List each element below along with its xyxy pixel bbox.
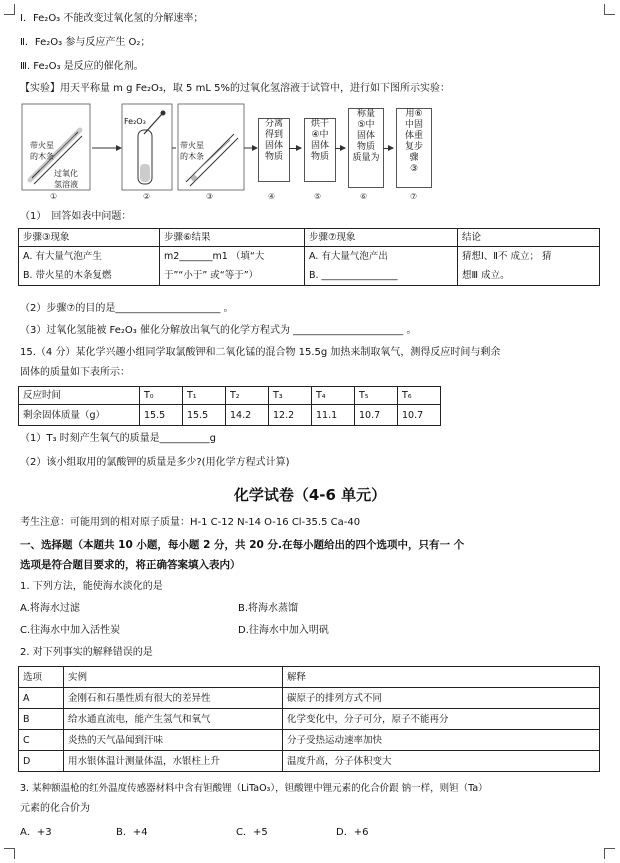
table-cell: 温度升高，分子体积变大 [283, 751, 600, 772]
table-header: 实例 [64, 667, 283, 688]
table-cell: T₂ [226, 387, 269, 405]
explanation-table [18, 666, 600, 772]
table-cell: T₁ [183, 387, 226, 405]
step-box-7: 用⑥ 中固 体重 复步 骤 ③ [396, 108, 432, 188]
table-cell: 反应时间 [19, 387, 140, 405]
crop-mark-top-right [604, 4, 615, 15]
table-cell: 碳原子的排列方式不同 [283, 688, 600, 709]
cell-line: B. 带火星的木条复燃 [23, 270, 112, 281]
table-cell: T₆ [398, 387, 441, 405]
cell-line: B. ________________ [309, 270, 398, 281]
crop-mark-top-left [4, 4, 15, 15]
table-cell: 分子受热运动速率加快 [283, 730, 600, 751]
step-box-5: 烘干 ④中 固体 物质 [304, 118, 336, 182]
mc-question-3-cont: 元素的化合价为 [20, 803, 90, 814]
table-cell: 12.2 [269, 405, 312, 426]
table-cell: T₄ [312, 387, 355, 405]
part-1-heading-cont: 选项是符合题目要求的，将正确答案填入表内） [20, 559, 241, 571]
table-header: 选项 [19, 667, 64, 688]
table-header: 步骤⑦现象 [305, 229, 458, 247]
mc-option: B．+4 [116, 827, 148, 838]
problem-15-q2: （2）该小组取用的氯酸钾的质量是多少?(用化学方程式计算) [20, 457, 290, 468]
table-cell: 给水通直流电，能产生氢气和氧气 [64, 709, 283, 730]
diagram-label-splint-1: 带火星 的木条 [30, 141, 54, 161]
table-header: 解释 [283, 667, 600, 688]
diagram-label-splint-2: 带火星 的木条 [180, 141, 204, 161]
table-cell: 11.1 [312, 405, 355, 426]
mc-question-3: 3. 某种额温枪的红外温度传感器材料中含有钽酸锂（LiTaO₃），钽酸锂中锂元素的化合价跟 钠一样，则钽（Ta） [20, 783, 488, 794]
crop-mark-bottom-right [604, 848, 615, 859]
hypothesis-3: Ⅲ. Fe₂O₃ 是反应的催化剂。 [20, 61, 144, 72]
table-cell [458, 247, 600, 286]
step-number-2: ② [143, 192, 151, 201]
step-arrow [383, 148, 393, 149]
mc-option: B.将海水蒸馏 [238, 603, 299, 614]
table-cell: 炎热的天气晶闻到汗味 [64, 730, 283, 751]
table-cell: T₃ [269, 387, 312, 405]
candidate-notice: 考生注意：可能用到的相对原子质量：H-1 C-12 N-14 O-16 Cl-35.5 Ca-40 [20, 517, 361, 528]
table-cell: A [19, 688, 64, 709]
step-box-4: 分离 得到 固体 物质 [258, 118, 290, 182]
table-cell [305, 247, 458, 286]
mc-option: A.将海水过滤 [20, 603, 80, 614]
table-cell: D [19, 751, 64, 772]
problem-15-line-1: 15.（4 分）某化学兴趣小组同学取氯酸钾和二氧化锰的混合物 15.5g 加热来制取氧气，测得反应时间与剩余 [20, 347, 501, 358]
mc-option: C．+5 [236, 827, 268, 838]
mc-option: D．+6 [336, 827, 369, 838]
problem-15-q1: （1）T₃ 时刻产生氧气的质量是__________g [20, 433, 217, 444]
step-box-6: 称量 ⑤中 固体 物质 质量为 [348, 108, 384, 188]
table-cell: 金刚石和石墨性质有很大的差异性 [64, 688, 283, 709]
table-header: 步骤③现象 [19, 229, 160, 247]
step-arrow [289, 148, 301, 149]
table-cell: T₀ [140, 387, 183, 405]
table-cell: 化学变化中，分子可分，原子不能再分 [283, 709, 600, 730]
table-cell: 10.7 [398, 405, 441, 426]
table-cell [19, 247, 160, 286]
table-cell: 用水银体温计测量体温，水银柱上升 [64, 751, 283, 772]
diagram-label-h2o2: 过氧化 氢溶液 [54, 169, 78, 189]
step-number-7: ⑦ [410, 192, 418, 201]
table-cell: 10.7 [355, 405, 398, 426]
question-2: （2）步骤⑦的目的是_____________________ 。 [20, 303, 234, 314]
reaction-time-table [18, 386, 441, 426]
step-arrow [335, 148, 345, 149]
table-cell: B [19, 709, 64, 730]
cell-line: m2_______m1 （填“大 [164, 251, 265, 262]
cell-line: 想Ⅲ 成立。 [462, 270, 510, 281]
table-cell: 15.5 [140, 405, 183, 426]
mc-option: C.往海水中加入活性炭 [20, 625, 121, 636]
step-number-5: ⑤ [314, 192, 322, 201]
hypothesis-1: Ⅰ．Fe₂O₃ 不能改变过氧化氢的分解速率； [20, 13, 204, 24]
table-header: 步骤⑥结果 [160, 229, 305, 247]
part-1-heading: 一、选择题（本题共 10 小题，每小题 2 分，共 20 分.在每小题给出的四个选项中，只有一 个 [20, 539, 465, 551]
step-number-4: ④ [268, 192, 276, 201]
step-number-1: ① [50, 192, 58, 201]
table-cell: 15.5 [183, 405, 226, 426]
table-cell: 14.2 [226, 405, 269, 426]
table-cell: 剩余固体质量（g） [19, 405, 140, 426]
cell-line: 猜想Ⅰ、Ⅱ不 成立； 猜 [462, 251, 552, 262]
experiment-intro: 【实验】用天平称量 m g Fe₂O₃，取 5 mL 5%的过氧化氢溶液于试管中，进行如下图所示实验： [20, 83, 450, 94]
results-table [18, 228, 600, 286]
cell-line: A. 有大量气泡产出 [309, 251, 388, 262]
mc-question-1: 1. 下列方法，能使海水淡化的是 [20, 581, 163, 592]
mc-question-2: 2. 对下列事实的解释错误的是 [20, 647, 153, 658]
step-number-6: ⑥ [360, 192, 368, 201]
crop-mark-bottom-left [4, 848, 15, 859]
table-cell: T₅ [355, 387, 398, 405]
question-1-prompt: （1） 回答如表中问题： [20, 211, 132, 222]
mc-option: D.往海水中加入明矾 [238, 625, 329, 636]
step-number-3: ③ [206, 192, 214, 201]
cell-line: A. 有大量气泡产生 [23, 251, 102, 262]
question-3: （3）过氧化氢能被 Fe₂O₃ 催化分解放出氧气的化学方程式为 ______________________ 。 [20, 325, 417, 336]
section-title: 化学试卷（4-6 单元） [233, 486, 387, 504]
problem-15-line-2: 固体的质量如下表所示： [20, 367, 130, 378]
cell-line: 于”“小于” 或“等于”） [164, 270, 259, 281]
table-cell: C [19, 730, 64, 751]
table-cell [160, 247, 305, 286]
diagram-label-fe2o3: Fe₂O₃ [124, 117, 146, 126]
table-header: 结论 [458, 229, 600, 247]
mc-option: A．+3 [20, 827, 52, 838]
experiment-diagram [20, 100, 440, 204]
hypothesis-2: Ⅱ．Fe₂O₃ 参与反应产生 O₂； [20, 37, 151, 48]
